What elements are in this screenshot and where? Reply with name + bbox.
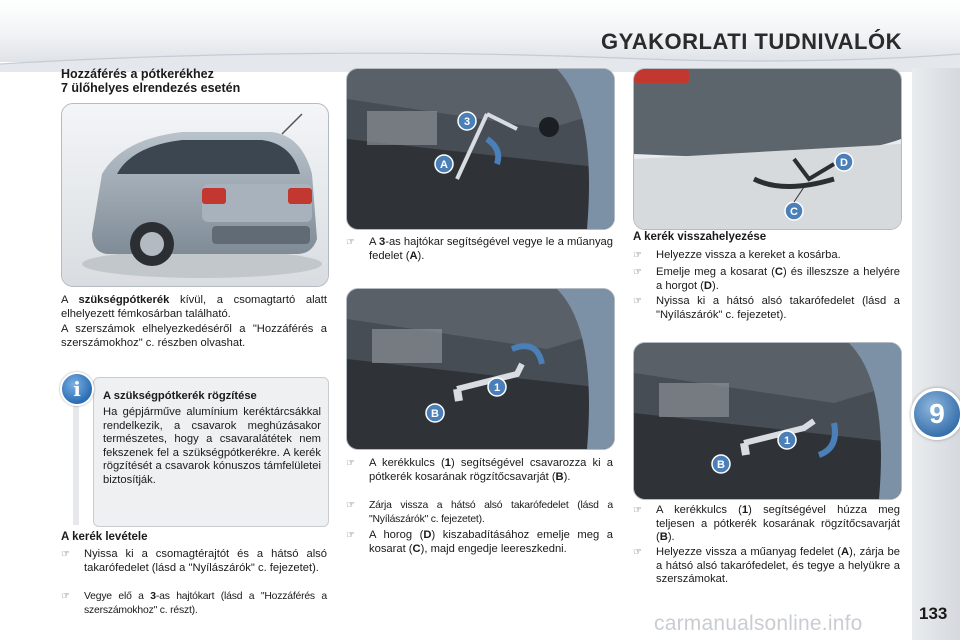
removal-title: A kerék levétele: [61, 531, 148, 543]
section-title-line2: 7 ülőhelyes elrendezés esetén: [61, 81, 241, 95]
bullet-hand-icon: ☞: [346, 237, 355, 248]
page-number: 133: [919, 604, 948, 623]
callout-C: C: [790, 206, 798, 218]
refit-step-4: ☞ A kerékkulcs (1) segítségével húzza meg teljesen a pótkerék kosarának rögzítőcsavarját (B).: [633, 504, 900, 543]
info-icon: i: [60, 372, 94, 406]
chapter-number-badge: 9: [911, 388, 960, 440]
bullet-hand-icon: ☞: [633, 547, 642, 558]
trunk-crank-illustration: [347, 69, 614, 229]
refit-step-1: ☞ Helyezze vissza a kereket a kosárba.: [633, 249, 841, 261]
middle-step-hook: ☞ A horog (D) kiszabadításához emelje meg a kosarat (C), majd engedje leereszkedni.: [346, 529, 613, 555]
underbody-illustration: [634, 69, 901, 229]
page-header-title: GYAKORLATI TUDNIVALÓK: [601, 29, 902, 54]
middle-step-close-cover: ☞ Zárja vissza a hátsó alsó takarófedelet (lásd a "Nyílászárók" c. fejezetet).: [346, 500, 613, 525]
bullet-hand-icon: ☞: [633, 250, 642, 261]
info-box-title: A szükségpótkerék rögzítése: [103, 390, 257, 402]
spare-wheel-term: szükségpótkerék: [78, 294, 170, 306]
bullet-hand-icon: ☞: [633, 505, 642, 516]
chapter-side-strip: [912, 68, 960, 640]
info-box-text: Ha gépjárműve alumínium keréktárcsákkal rendelkezik, a csavarok meghúzásakor természetes, hogy a csavaralátétek nem fekszenek fel a szükségpótkerékre. A kerék rögzítését a csavarok kónuszos támfelületei biztosítják.: [103, 406, 321, 486]
callout-D: D: [840, 157, 848, 169]
callout-A: A: [440, 159, 448, 171]
intro-paragraph-1: A szükségpótkerék kívül, a csomagtartó alatt elhelyezett fémkosárban található.: [61, 294, 327, 320]
refit-step-2: ☞ Emelje meg a kosarat (C) és illeszsze a helyére a horgot (D).: [633, 266, 901, 292]
photo-wrench-unscrew: [346, 288, 615, 450]
callout-1: 1: [783, 435, 791, 447]
car-rear-illustration: [62, 104, 328, 286]
section-title-line1: Hozzáférés a pótkerékhez: [61, 67, 214, 81]
callout-3: 3: [463, 116, 471, 128]
bullet-hand-icon: ☞: [346, 530, 355, 541]
photo-car-rear: [61, 103, 329, 287]
intro-paragraph-2: A szerszámok elhelyezkedéséről a "Hozzáférés a szerszámokhoz" c. részben olvashat.: [61, 323, 327, 349]
info-box-side-bar: [73, 402, 79, 525]
watermark-text: carmanualsonline.info: [654, 612, 863, 635]
photo-wrench-tighten: [633, 342, 902, 500]
photo-basket-hook: [633, 68, 902, 230]
photo-remove-cover: [346, 68, 615, 230]
refit-step-3: ☞ Nyissa ki a hátsó alsó takarófedelet (lásd a "Nyílászárók" c. fejezetet).: [633, 295, 900, 321]
refit-title: A kerék visszahelyezése: [633, 231, 767, 243]
removal-step-2: ☞ Vegye elő a 3-as hajtókart (lásd a "Hozzáférés a szerszámokhoz" c. részt).: [61, 591, 328, 616]
trunk-tighten-illustration: [634, 343, 901, 499]
bullet-hand-icon: ☞: [61, 591, 70, 602]
bullet-hand-icon: ☞: [633, 296, 642, 307]
bullet-hand-icon: ☞: [346, 500, 355, 511]
bullet-hand-icon: ☞: [346, 458, 355, 469]
middle-step-cover: ☞ A 3-as hajtókar segítségével vegye le a műanyag fedelet (A).: [346, 236, 613, 262]
callout-B: B: [717, 459, 725, 471]
middle-step-unscrew: ☞ A kerékkulcs (1) segítségével csavarozza ki a pótkerék kosarának rögzítőcsavarját (B).: [346, 457, 614, 483]
bullet-hand-icon: ☞: [633, 267, 642, 278]
section-title: [61, 67, 240, 95]
callout-1: 1: [493, 382, 501, 394]
callout-B: B: [431, 408, 439, 420]
removal-step-1: ☞ Nyissa ki a csomagtérajtót és a hátsó alsó takarófedelet (lásd a "Nyílászárók" c. fejezetet).: [61, 548, 327, 574]
refit-step-5: ☞ Helyezze vissza a műanyag fedelet (A), zárja be a hátsó alsó takarófedelet, és tegye a helyükre a szerszámokat.: [633, 546, 900, 585]
bullet-hand-icon: ☞: [61, 549, 70, 560]
trunk-wrench-illustration: [347, 289, 614, 449]
